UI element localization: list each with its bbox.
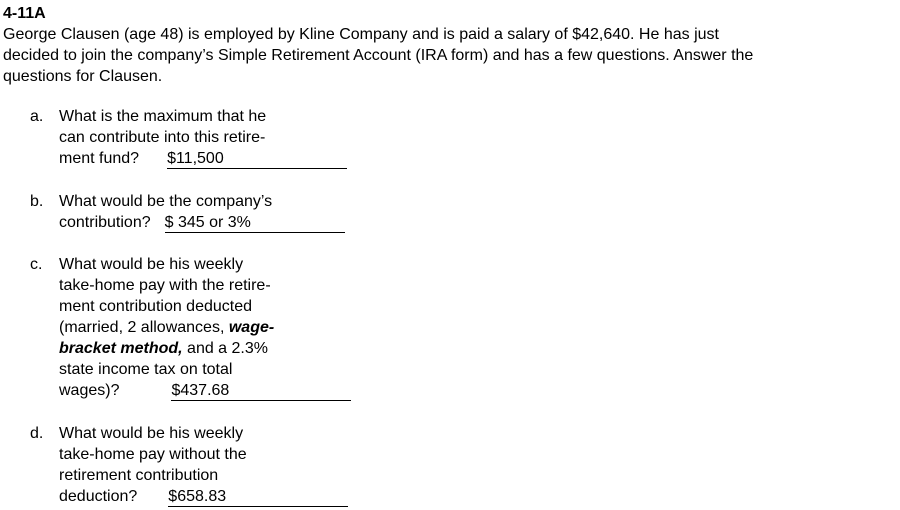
question-text-line: What would be his weekly <box>59 425 244 442</box>
question-text-line: wages)? <box>59 382 120 399</box>
question-letter: a. <box>30 108 44 125</box>
question-text-line: What is the maximum that he <box>59 108 267 125</box>
answer-field-c[interactable]: $437.68 <box>171 382 351 401</box>
question-text-line: (married, 2 allowances, <box>59 319 229 336</box>
question-text-line: deduction? <box>59 488 138 505</box>
question-text-line: What would be the company’s <box>59 193 273 210</box>
emphasis-text: wage- <box>228 319 275 336</box>
question-text-line: and a 2.3% <box>182 340 268 357</box>
problem-intro: George Clausen (age 48) is employed by Kline Company and is paid a salary of $42,640. He has just decided to join the company’s Simple Retirement Account (IRA form) and has a few questions. Answer the questions for Clausen. <box>3 26 754 85</box>
question-text-line: take-home pay with the retire- <box>59 277 271 294</box>
question-text-line: can contribute into this retire- <box>59 129 266 146</box>
answer-field-b[interactable]: $ 345 or 3% <box>165 214 345 233</box>
question-text-line: ment fund? <box>59 150 140 167</box>
question-letter: c. <box>30 256 43 273</box>
question-text-line: take-home pay without the <box>59 446 247 463</box>
question-letter: b. <box>30 193 44 210</box>
question-letter: d. <box>30 425 44 442</box>
question-text-line: contribution? <box>59 214 151 231</box>
answer-field-a[interactable]: $11,500 <box>167 150 347 169</box>
problem-number: 4-11A <box>3 5 46 22</box>
emphasis-text: bracket method, <box>59 340 183 357</box>
question-text-line: ment contribution deducted <box>59 298 253 315</box>
question-text-line: retirement contribution <box>59 467 219 484</box>
problem-page <box>3 3 893 87</box>
answer-field-d[interactable]: $658.83 <box>168 488 348 507</box>
question-text-line: What would be his weekly <box>59 256 244 273</box>
question-text-line: state income tax on total <box>59 361 233 378</box>
